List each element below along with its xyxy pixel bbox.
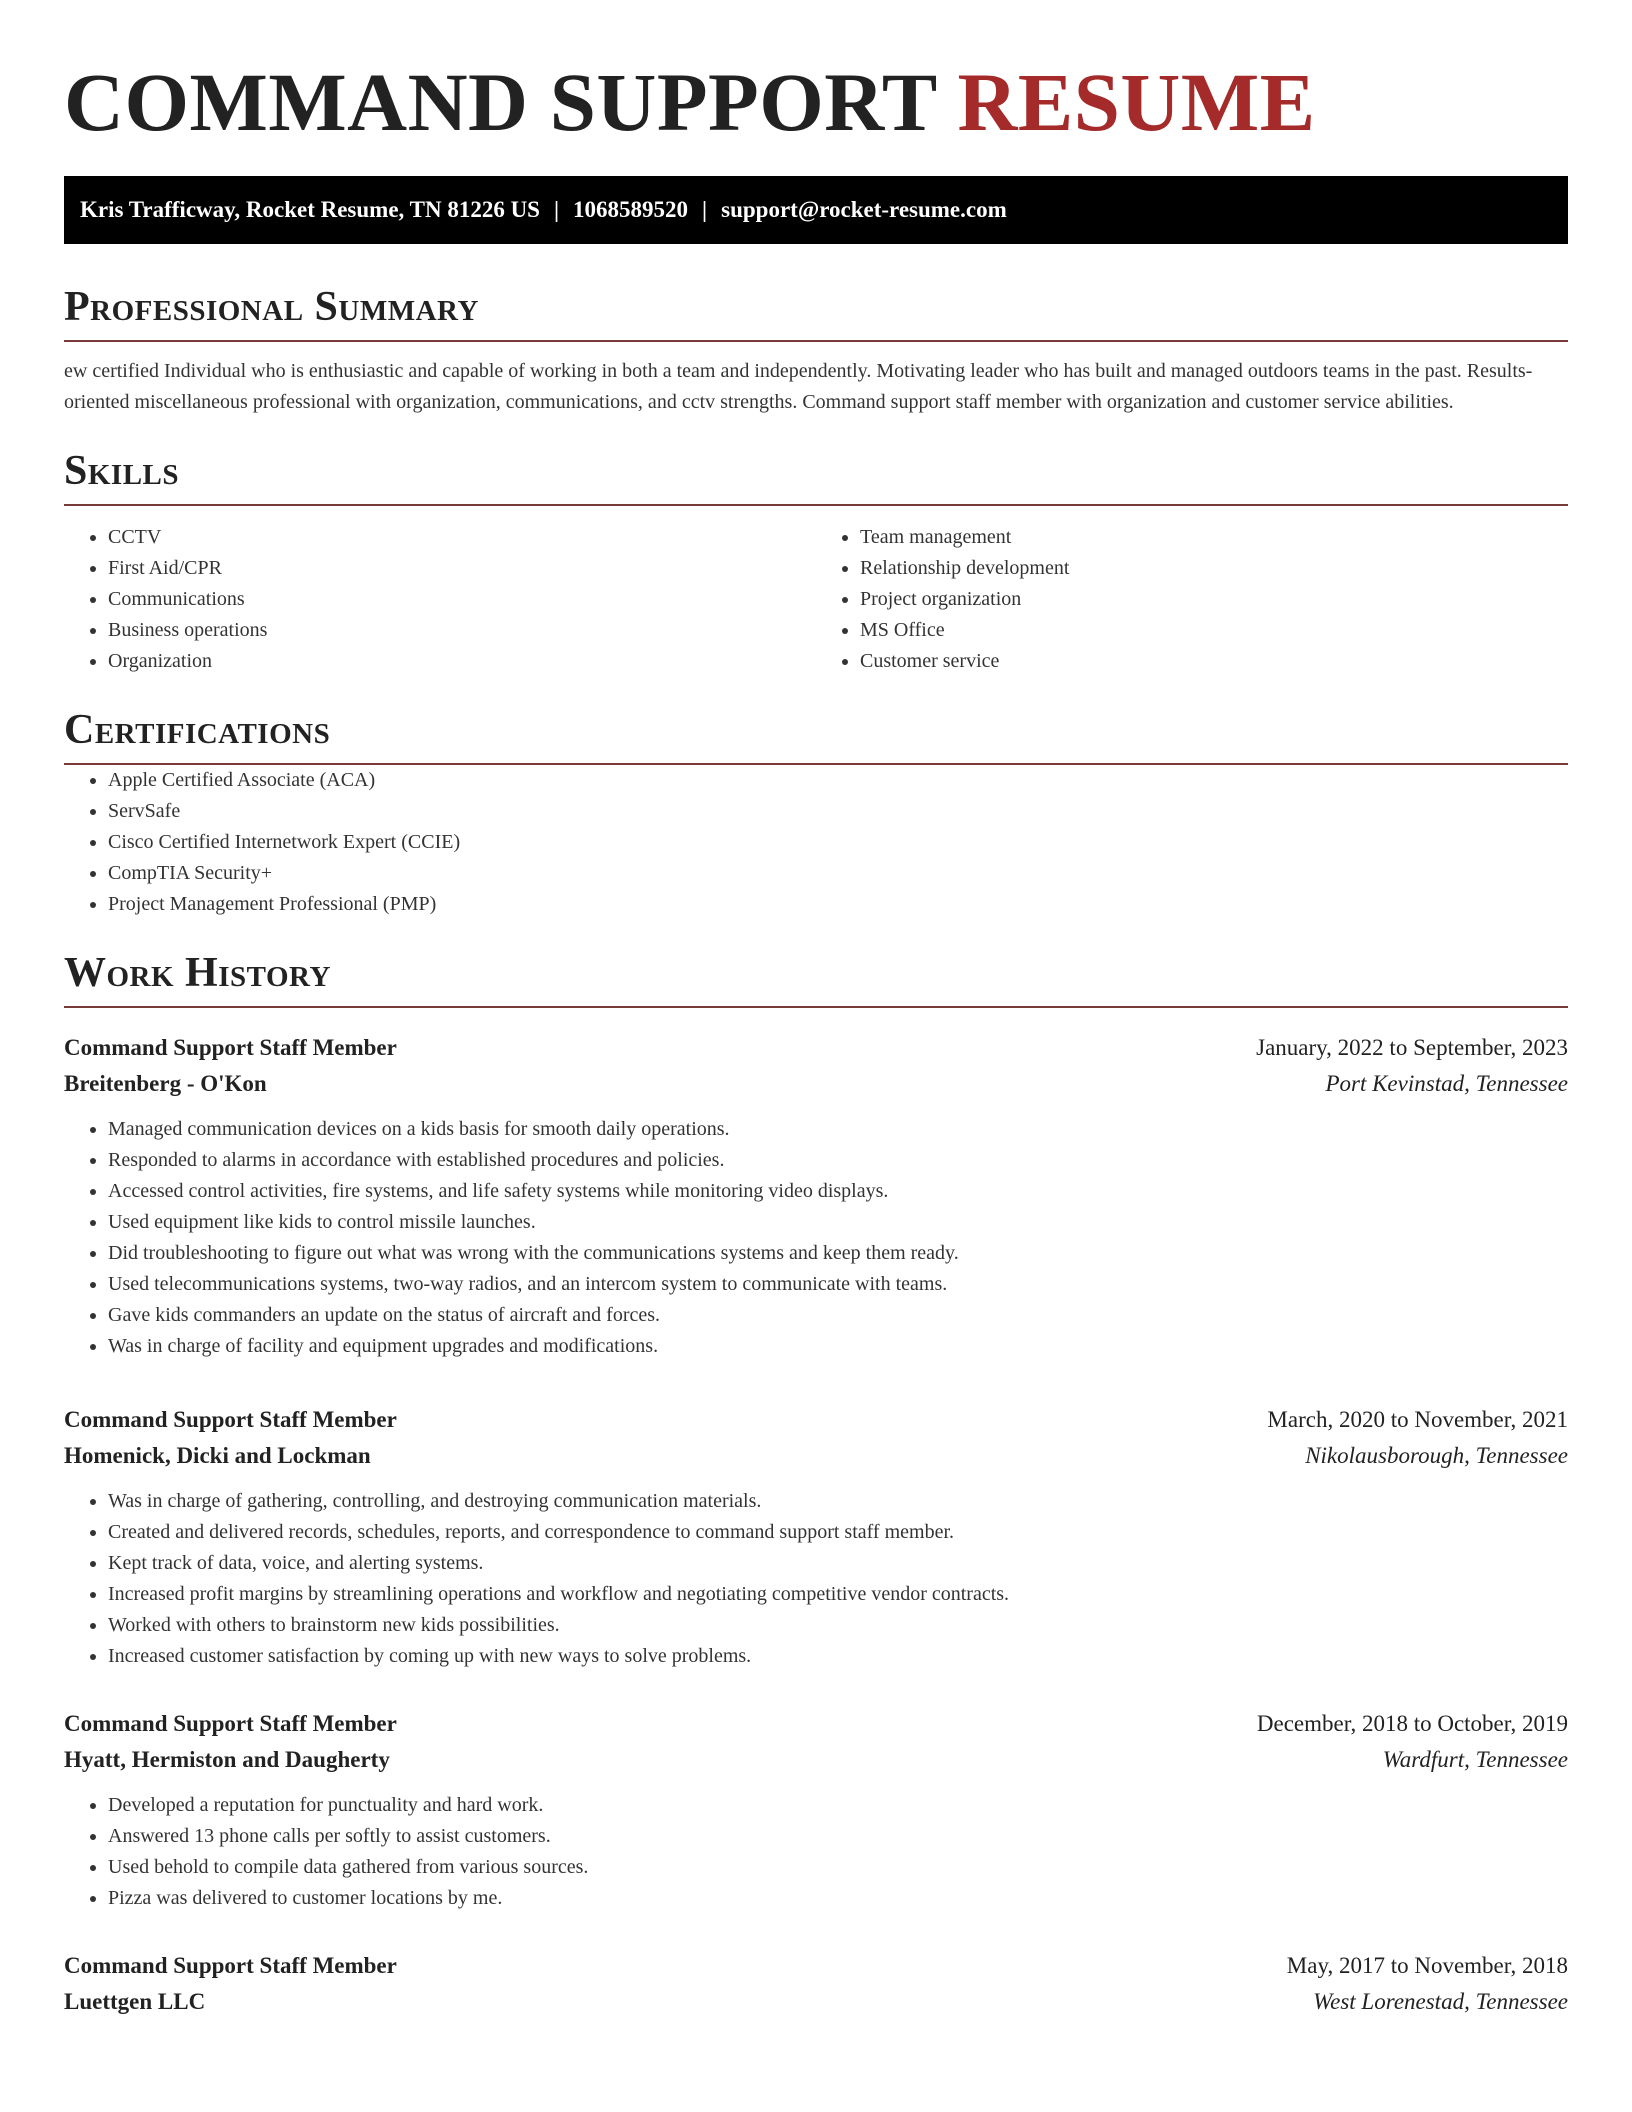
- contact-separator: |: [702, 197, 708, 222]
- skill-item: • Business operations: [108, 615, 816, 646]
- job-location: Wardfurt, Tennessee: [1382, 1747, 1568, 1772]
- skill-item: • Customer service: [860, 646, 1568, 677]
- job-duty: • Pizza was delivered to customer locations by me.: [108, 1883, 1568, 1914]
- job-header-row: [64, 1706, 1568, 1742]
- job-title: Command Support Staff Member: [64, 1407, 397, 1432]
- job-duty: • Managed communication devices on a kids basis for smooth daily operations.: [108, 1114, 1568, 1145]
- job-company: Hyatt, Hermiston and Daugherty: [64, 1747, 390, 1772]
- job-duty: • Used behold to compile data gathered from various sources.: [108, 1852, 1568, 1883]
- contact-separator: |: [553, 197, 560, 222]
- title-main: COMMAND SUPPORT: [64, 56, 937, 148]
- title-accent: RESUME: [957, 56, 1316, 148]
- summary-section: [64, 282, 1568, 418]
- certification-item: • Apple Certified Associate (ACA): [108, 765, 1568, 796]
- job-location: Port Kevinstad, Tennessee: [1325, 1071, 1568, 1096]
- skills-grid: [64, 522, 1568, 677]
- job-duty: • Developed a reputation for punctuality and hard work.: [108, 1790, 1568, 1821]
- job-company: Homenick, Dicki and Lockman: [64, 1443, 371, 1468]
- work-history-section: [64, 948, 1568, 2020]
- skill-item: • CCTV: [108, 522, 816, 553]
- job-duties-list: [64, 1486, 1568, 1672]
- job-location: West Lorenestad, Tennessee: [1313, 1989, 1568, 2014]
- job-duty: • Did troubleshooting to figure out what was wrong with the communications systems and keep them ready.: [108, 1238, 1568, 1269]
- job-entry: [64, 1030, 1568, 1362]
- job-duties-list: [64, 1790, 1568, 1914]
- contact-phone: 1068589520: [573, 197, 689, 222]
- job-duty: • Used equipment like kids to control missile launches.: [108, 1207, 1568, 1238]
- job-header-row: [64, 1030, 1568, 1066]
- skills-heading: Skills: [64, 446, 1568, 506]
- job-duty: • Used telecommunications systems, two-way radios, and an intercom system to communicate with teams.: [108, 1269, 1568, 1300]
- summary-heading: Professional Summary: [64, 282, 1568, 342]
- skills-column-right: [816, 522, 1568, 677]
- job-dates: March, 2020 to November, 2021: [1267, 1407, 1568, 1432]
- skill-item: • Organization: [108, 646, 816, 677]
- job-company-row: [64, 1066, 1568, 1102]
- job-dates: January, 2022 to September, 2023: [1256, 1035, 1568, 1060]
- certifications-section: [64, 705, 1568, 920]
- certifications-heading: Certifications: [64, 705, 1568, 765]
- job-duty: • Created and delivered records, schedules, reports, and correspondence to command support staff member.: [108, 1517, 1568, 1548]
- job-duty: • Responded to alarms in accordance with established procedures and policies.: [108, 1145, 1568, 1176]
- job-title: Command Support Staff Member: [64, 1953, 397, 1978]
- contact-address: Kris Trafficway, Rocket Resume, TN 81226 US: [80, 197, 540, 222]
- job-duty: • Kept track of data, voice, and alerting systems.: [108, 1548, 1568, 1579]
- job-location: Nikolausborough, Tennessee: [1305, 1443, 1568, 1468]
- skill-item: • Relationship development: [860, 553, 1568, 584]
- contact-email[interactable]: support@rocket-resume.com: [721, 197, 1007, 222]
- job-duty: • Increased customer satisfaction by coming up with new ways to solve problems.: [108, 1641, 1568, 1672]
- job-entry: [64, 1706, 1568, 1914]
- job-header-row: [64, 1402, 1568, 1438]
- job-duty: • Accessed control activities, fire systems, and life safety systems while monitoring video displays.: [108, 1176, 1568, 1207]
- job-duty: • Gave kids commanders an update on the status of aircraft and forces.: [108, 1300, 1568, 1331]
- certification-item: • Cisco Certified Internetwork Expert (CCIE): [108, 827, 1568, 858]
- job-company: Breitenberg - O'Kon: [64, 1071, 267, 1096]
- resume-title: [64, 0, 1568, 152]
- skill-item: • Project organization: [860, 584, 1568, 615]
- skill-item: • Communications: [108, 584, 816, 615]
- skills-list-right: [816, 522, 1568, 677]
- skill-item: • First Aid/CPR: [108, 553, 816, 584]
- job-title: Command Support Staff Member: [64, 1711, 397, 1736]
- job-dates: May, 2017 to November, 2018: [1286, 1953, 1568, 1978]
- job-duty: • Increased profit margins by streamlining operations and workflow and negotiating competitive vendor contracts.: [108, 1579, 1568, 1610]
- certifications-list: [64, 765, 1568, 920]
- summary-text: ew certified Individual who is enthusiastic and capable of working in both a team and independently. Motivating leader who has built and managed outdoors teams in the past. Results-oriented miscellaneous professional with organization, communications, and cctv strengths. Command support staff member with organization and customer service abilities.: [64, 360, 1533, 413]
- skill-item: • Team management: [860, 522, 1568, 553]
- skills-column-left: [64, 522, 816, 677]
- job-entry: [64, 1948, 1568, 2020]
- certification-item: • CompTIA Security+: [108, 858, 1568, 889]
- job-entry: [64, 1402, 1568, 1672]
- job-duty: • Worked with others to brainstorm new kids possibilities.: [108, 1610, 1568, 1641]
- skills-section: [64, 446, 1568, 677]
- certification-item: • Project Management Professional (PMP): [108, 889, 1568, 920]
- job-duty: • Was in charge of gathering, controlling, and destroying communication materials.: [108, 1486, 1568, 1517]
- job-company: Luettgen LLC: [64, 1989, 206, 2014]
- work-history-heading: Work History: [64, 948, 1568, 1008]
- job-company-row: [64, 1438, 1568, 1474]
- job-title: Command Support Staff Member: [64, 1035, 397, 1060]
- job-duty: • Was in charge of facility and equipment upgrades and modifications.: [108, 1331, 1568, 1362]
- job-dates: December, 2018 to October, 2019: [1256, 1711, 1568, 1736]
- certification-item: • ServSafe: [108, 796, 1568, 827]
- skills-list-left: [64, 522, 816, 677]
- job-duties-list: [64, 1114, 1568, 1362]
- skill-item: • MS Office: [860, 615, 1568, 646]
- job-header-row: [64, 1948, 1568, 1984]
- job-company-row: [64, 1742, 1568, 1778]
- contact-bar: [64, 176, 1568, 244]
- job-duty: • Answered 13 phone calls per softly to assist customers.: [108, 1821, 1568, 1852]
- job-company-row: [64, 1984, 1568, 2020]
